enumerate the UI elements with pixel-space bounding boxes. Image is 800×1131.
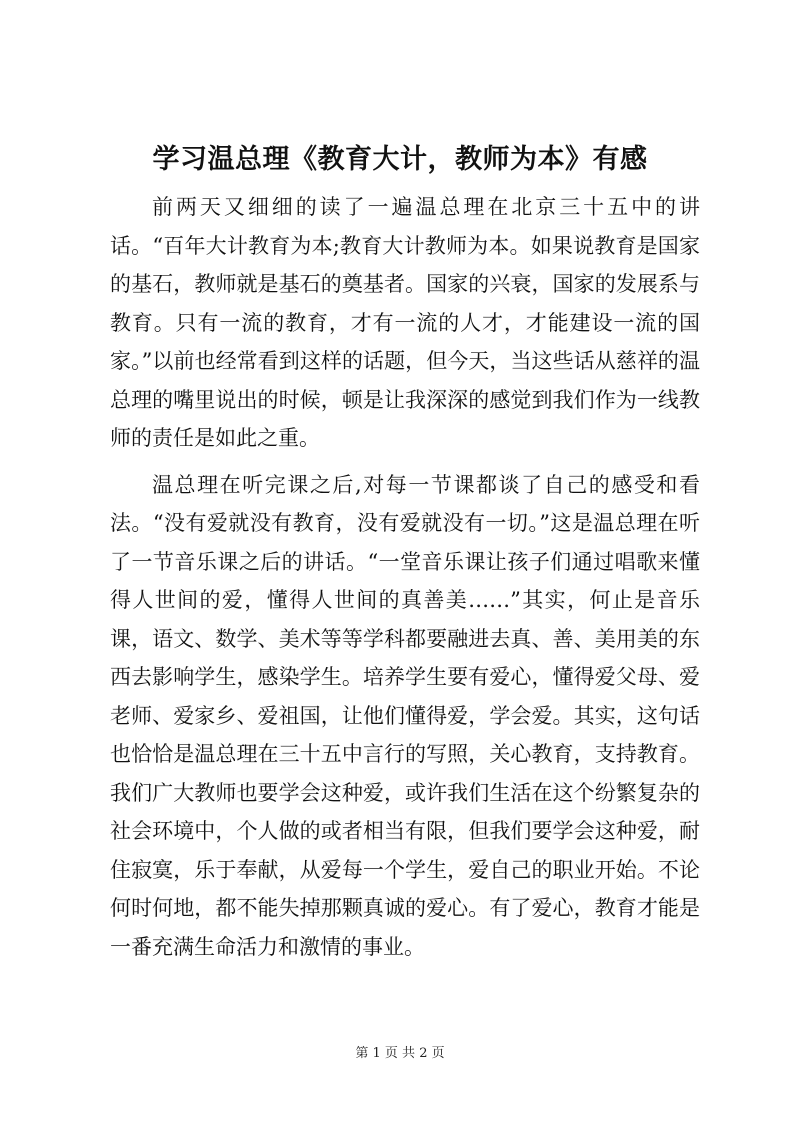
page-footer [0,1045,800,1063]
document-body [110,188,700,974]
page-number-label: 第 1 页 共 2 页 [355,1046,445,1061]
paragraph-2: 温总理在听完课之后,对每一节课都谈了自己的感受和看法。“没有爱就没有教育，没有爱就没有一切。”这是温总理在听了一节音乐课之后的讲话。“一堂音乐课让孩子们通过唱歌来懂得人世间的爱，懂得人世间的真善美……”其实，何止是音乐课，语文、数学、美术等等学科都要融进去真、善、美用美的东西去影响学生，感染学生。培养学生要有爱心，懂得爱父母、爱老师、爱家乡、爱祖国，让他们懂得爱，学会爱。其实，这句话也恰恰是温总理在三十五中言行的写照，关心教育，支持教育。我们广大教师也要学会这种爱，或许我们生活在这个纷繁复杂的社会环境中，个人做的或者相当有限，但我们要学会这种爱，耐住寂寞，乐于奉献，从爱每一个学生，爱自己的职业开始。不论何时何地，都不能失掉那颗真诚的爱心。有了爱心，教育才能是一番充满生命活力和激情的事业。 [110,472,700,959]
document-title: 学习温总理《教育大计，教师为本》有感 [152,144,648,175]
paragraph-1: 前两天又细细的读了一遍温总理在北京三十五中的讲话。“百年大计教育为本;教育大计教师为本。如果说教育是国家的基石，教师就是基石的奠基者。国家的兴衰，国家的发展系与教育。只有一流的教育，才有一流的人才，才能建设一流的国家。”以前也经常看到这样的话题，但今天，当这些话从慈祥的温总理的嘴里说出的时候，顿是让我深深的感觉到我们作为一线教师的责任是如此之重。 [110,195,700,450]
